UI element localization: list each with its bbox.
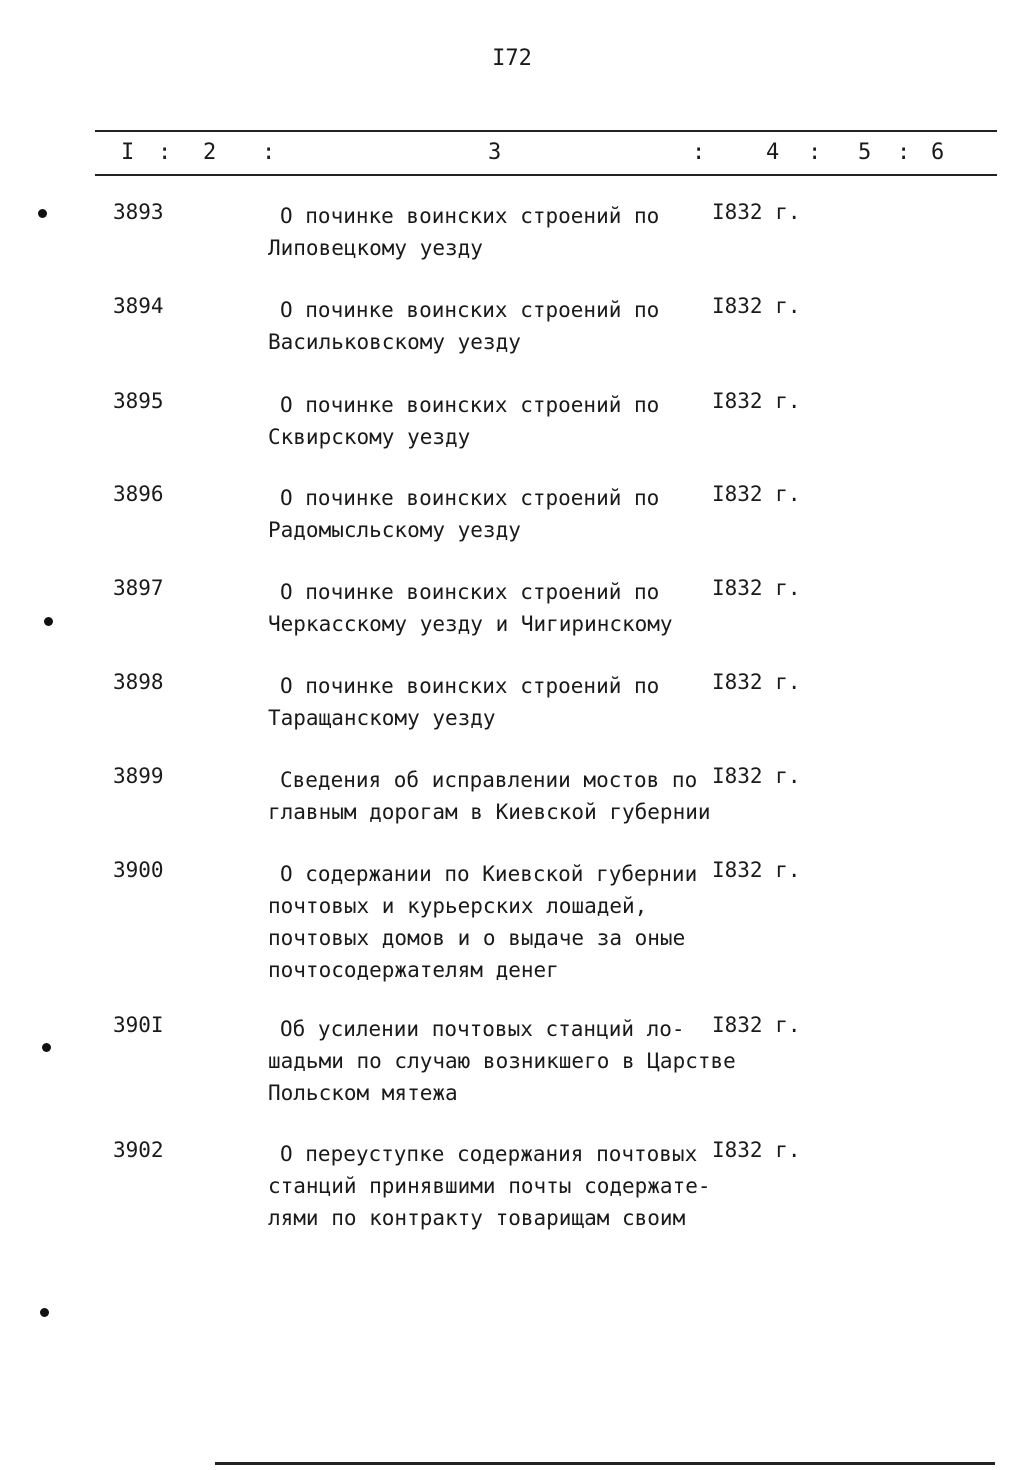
page-number: I72 (492, 46, 532, 71)
column-header-6: 6 (931, 140, 945, 165)
entry-title (268, 670, 728, 734)
entry-year: I832 г. (712, 294, 801, 318)
column-header-4: 4 (766, 140, 780, 165)
entry-year: I832 г. (712, 858, 801, 882)
entry-number: 3902 (113, 1138, 164, 1162)
entry-year: I832 г. (712, 389, 801, 413)
entry-number: 3894 (113, 294, 164, 318)
entry-title-line: лями по контракту товарищам своим (268, 1206, 686, 1230)
column-separator: : (808, 140, 822, 165)
page-bottom-rule (215, 1462, 995, 1465)
entry-title-line: Польском мятежа (268, 1081, 458, 1105)
column-header-5: 5 (858, 140, 872, 165)
entry-title-line: Липовецкому уезду (268, 236, 483, 260)
entry-year: I832 г. (712, 1013, 801, 1037)
entry-title (268, 764, 728, 828)
entry-title-line: О починке воинских строений по (280, 674, 660, 698)
entry-number: 390I (113, 1013, 164, 1037)
entry-title (268, 294, 728, 358)
entry-year: I832 г. (712, 200, 801, 224)
entry-title-line: О переуступке содержания почтовых (280, 1142, 698, 1166)
entry-title-line: О починке воинских строений по (280, 393, 660, 417)
header-bottom-rule (95, 174, 997, 176)
entry-title-line: О починке воинских строений по (280, 486, 660, 510)
entry-number: 3900 (113, 858, 164, 882)
entry-title-line: О починке воинских строений по (280, 580, 660, 604)
entry-title-line: Таращанскому уезду (268, 706, 496, 730)
entry-title (268, 1013, 736, 1109)
entry-number: 3897 (113, 576, 164, 600)
column-separator: : (692, 140, 706, 165)
entry-year: I832 г. (712, 670, 801, 694)
punch-hole-mark (40, 1308, 49, 1317)
column-header-1: I (121, 140, 135, 165)
entry-title-line: О содержании по Киевской губернии (280, 862, 698, 886)
entry-title-line: Черкасскому уезду и Чигиринскому (268, 612, 673, 636)
entry-title-line: станций принявшими почты содержате- (268, 1174, 711, 1198)
entry-year: I832 г. (712, 764, 801, 788)
entry-title (268, 858, 728, 986)
entry-year: I832 г. (712, 1138, 801, 1162)
entry-title (268, 482, 728, 546)
column-header-2: 2 (203, 140, 217, 165)
entry-title (268, 576, 728, 640)
entry-title-line: Сведения об исправлении мостов по (280, 768, 698, 792)
entry-title-line: шадьми по случаю возникшего в Царстве (268, 1049, 736, 1073)
entry-number: 3898 (113, 670, 164, 694)
entry-title-line: О починке воинских строений по (280, 298, 660, 322)
entry-title (268, 389, 728, 453)
column-separator: : (158, 140, 172, 165)
entry-title-line: Сквирскому уезду (268, 425, 471, 449)
entry-number: 3895 (113, 389, 164, 413)
column-separator: : (262, 140, 276, 165)
entry-title-line: О починке воинских строений по (280, 204, 660, 228)
column-header-3: 3 (488, 140, 502, 165)
entry-title (268, 1138, 728, 1234)
entry-number: 3896 (113, 482, 164, 506)
punch-hole-mark (38, 209, 47, 218)
entry-title (268, 200, 728, 264)
entry-number: 3899 (113, 764, 164, 788)
header-top-rule (95, 130, 997, 132)
entry-title-line: главным дорогам в Киевской губернии (268, 800, 711, 824)
entry-title-line: почтовых и курьерских лошадей, (268, 894, 648, 918)
entry-year: I832 г. (712, 576, 801, 600)
entry-year: I832 г. (712, 482, 801, 506)
entry-title-line: Об усилении почтовых станций ло- (280, 1017, 685, 1041)
punch-hole-mark (44, 617, 53, 626)
entry-title-line: Радомысльскому уезду (268, 518, 521, 542)
column-headers (0, 140, 1024, 166)
column-separator: : (897, 140, 911, 165)
entry-title-line: Васильковскому уезду (268, 330, 521, 354)
punch-hole-mark (42, 1043, 51, 1052)
entry-title-line: почтосодержателям денег (268, 958, 559, 982)
entry-title-line: почтовых домов и о выдаче за оные (268, 926, 686, 950)
entry-number: 3893 (113, 200, 164, 224)
